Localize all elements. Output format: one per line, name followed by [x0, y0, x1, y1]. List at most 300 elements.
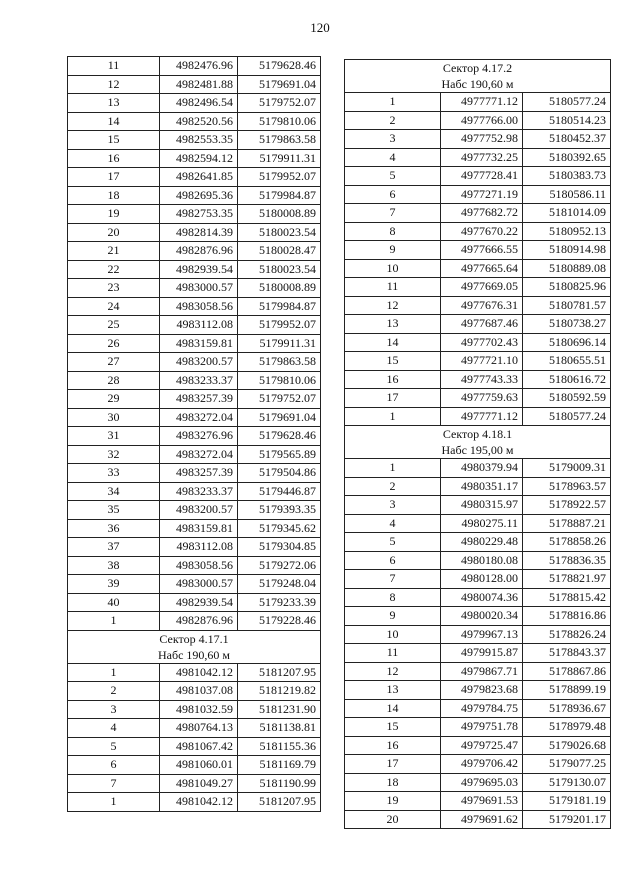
coordinate-x: 4977771.12 — [441, 407, 523, 426]
point-number: 19 — [68, 205, 160, 224]
table-row — [68, 593, 321, 612]
coordinate-x: 4977728.41 — [441, 167, 523, 186]
table-row — [345, 625, 611, 644]
coordinate-x: 4983000.57 — [160, 575, 238, 594]
table-row — [68, 682, 321, 701]
coordinate-x: 4980275.11 — [441, 514, 523, 533]
table-row — [345, 352, 611, 371]
point-number: 24 — [68, 297, 160, 316]
coordinate-y: 5179228.46 — [238, 612, 321, 631]
table-row — [345, 755, 611, 774]
coordinate-x: 4983200.57 — [160, 353, 238, 372]
coordinate-y: 5179952.07 — [238, 168, 321, 187]
point-number: 9 — [345, 241, 441, 260]
sector-elevation: Набс 190,60 м — [345, 76, 611, 93]
coordinate-y: 5180008.89 — [238, 279, 321, 298]
coordinate-y: 5179181.19 — [523, 792, 611, 811]
point-number: 7 — [68, 774, 160, 793]
coordinate-x: 4977721.10 — [441, 352, 523, 371]
table-row — [345, 111, 611, 130]
point-number: 12 — [345, 296, 441, 315]
table-row — [68, 575, 321, 594]
coordinate-x: 4981067.42 — [160, 737, 238, 756]
table-row — [68, 464, 321, 483]
coordinate-x: 4982876.96 — [160, 612, 238, 631]
point-number: 13 — [345, 315, 441, 334]
coordinate-y: 5181169.79 — [238, 756, 321, 775]
point-number: 13 — [68, 94, 160, 113]
coordinate-y: 5179304.85 — [238, 538, 321, 557]
point-number: 18 — [345, 773, 441, 792]
coordinate-y: 5179752.07 — [238, 390, 321, 409]
table-row — [345, 185, 611, 204]
point-number: 2 — [68, 682, 160, 701]
coordinate-y: 5179628.46 — [238, 427, 321, 446]
table-row — [68, 131, 321, 150]
coordinate-y: 5180514.23 — [523, 111, 611, 130]
point-number: 15 — [68, 131, 160, 150]
table-row — [345, 477, 611, 496]
coordinate-x: 4977665.64 — [441, 259, 523, 278]
coordinate-y: 5178867.86 — [523, 662, 611, 681]
point-number: 1 — [68, 793, 160, 812]
table-row — [68, 371, 321, 390]
point-number: 14 — [345, 699, 441, 718]
point-number: 39 — [68, 575, 160, 594]
coordinate-y: 5178899.19 — [523, 681, 611, 700]
coordinate-x: 4982553.35 — [160, 131, 238, 150]
coordinate-x: 4980074.36 — [441, 588, 523, 607]
coordinate-y: 5178858.26 — [523, 533, 611, 552]
coordinate-x: 4983257.39 — [160, 390, 238, 409]
coordinate-y: 5181207.95 — [238, 663, 321, 682]
table-row — [345, 222, 611, 241]
table-row — [345, 459, 611, 478]
coordinate-y: 5179691.04 — [238, 75, 321, 94]
coordinate-x: 4979725.47 — [441, 736, 523, 755]
coordinate-x: 4981049.27 — [160, 774, 238, 793]
point-number: 36 — [68, 519, 160, 538]
sector-elevation: Набс 190,60 м — [68, 647, 321, 664]
point-number: 16 — [345, 370, 441, 389]
point-number: 8 — [345, 588, 441, 607]
table-row — [345, 588, 611, 607]
point-number: 9 — [345, 607, 441, 626]
coordinate-x: 4982520.56 — [160, 112, 238, 131]
table-row — [68, 408, 321, 427]
coordinate-y: 5180781.57 — [523, 296, 611, 315]
coordinate-y: 5178836.35 — [523, 551, 611, 570]
coordinate-y: 5181155.36 — [238, 737, 321, 756]
coordinate-x: 4981037.08 — [160, 682, 238, 701]
point-number: 33 — [68, 464, 160, 483]
coordinate-x: 4982641.85 — [160, 168, 238, 187]
sector-header-row — [68, 647, 321, 664]
table-row — [68, 663, 321, 682]
coordinate-y: 5179026.68 — [523, 736, 611, 755]
coordinate-x: 4979784.75 — [441, 699, 523, 718]
coordinate-y: 5178936.67 — [523, 699, 611, 718]
coordinate-y: 5179446.87 — [238, 482, 321, 501]
table-row — [345, 699, 611, 718]
coordinate-x: 4983272.04 — [160, 408, 238, 427]
point-number: 1 — [68, 612, 160, 631]
table-row — [68, 482, 321, 501]
point-number: 1 — [345, 407, 441, 426]
table-row — [345, 315, 611, 334]
point-number: 8 — [345, 222, 441, 241]
coordinate-y: 5179565.89 — [238, 445, 321, 464]
point-number: 13 — [345, 681, 441, 700]
table-row — [68, 260, 321, 279]
point-number: 16 — [345, 736, 441, 755]
point-number: 17 — [345, 755, 441, 774]
coordinate-y: 5178816.86 — [523, 607, 611, 626]
point-number: 1 — [345, 93, 441, 112]
table-row — [68, 149, 321, 168]
coordinate-y: 5178979.48 — [523, 718, 611, 737]
point-number: 5 — [345, 167, 441, 186]
table-row — [68, 186, 321, 205]
coordinates-table-right — [344, 59, 611, 829]
table-row — [345, 407, 611, 426]
coordinate-y: 5180738.27 — [523, 315, 611, 334]
coordinate-y: 5179863.58 — [238, 353, 321, 372]
coordinate-x: 4983233.37 — [160, 371, 238, 390]
point-number: 29 — [68, 390, 160, 409]
coordinate-x: 4977766.00 — [441, 111, 523, 130]
point-number: 18 — [68, 186, 160, 205]
coordinate-y: 5179810.06 — [238, 371, 321, 390]
coordinate-x: 4977676.31 — [441, 296, 523, 315]
point-number: 32 — [68, 445, 160, 464]
point-number: 28 — [68, 371, 160, 390]
table-row — [68, 700, 321, 719]
point-number: 23 — [68, 279, 160, 298]
point-number: 11 — [345, 278, 441, 297]
coordinate-x: 4979691.62 — [441, 810, 523, 829]
coordinate-x: 4977732.25 — [441, 148, 523, 167]
coordinate-y: 5181219.82 — [238, 682, 321, 701]
table-row — [68, 205, 321, 224]
coordinate-y: 5179201.17 — [523, 810, 611, 829]
table-row — [345, 551, 611, 570]
coordinate-y: 5179863.58 — [238, 131, 321, 150]
table-row — [68, 427, 321, 446]
coordinate-x: 4982939.54 — [160, 593, 238, 612]
point-number: 34 — [68, 482, 160, 501]
coordinate-y: 5179984.87 — [238, 297, 321, 316]
table-row — [345, 810, 611, 829]
coordinate-x: 4977752.98 — [441, 130, 523, 149]
table-row — [68, 94, 321, 113]
table-row — [345, 644, 611, 663]
point-number: 12 — [68, 75, 160, 94]
coordinate-x: 4983058.56 — [160, 297, 238, 316]
table-row — [68, 737, 321, 756]
coordinate-x: 4977771.12 — [441, 93, 523, 112]
coordinate-x: 4977669.05 — [441, 278, 523, 297]
table-row — [68, 445, 321, 464]
table-row — [68, 538, 321, 557]
coordinate-x: 4980379.94 — [441, 459, 523, 478]
coordinate-y: 5180592.59 — [523, 389, 611, 408]
coordinate-y: 5179345.62 — [238, 519, 321, 538]
table-row — [68, 279, 321, 298]
coordinate-y: 5179752.07 — [238, 94, 321, 113]
table-row — [345, 662, 611, 681]
coordinate-y: 5180825.96 — [523, 278, 611, 297]
point-number: 21 — [68, 242, 160, 261]
table-row — [345, 570, 611, 589]
coordinate-x: 4980128.00 — [441, 570, 523, 589]
point-number: 16 — [68, 149, 160, 168]
coordinate-x: 4983233.37 — [160, 482, 238, 501]
point-number: 1 — [68, 663, 160, 682]
coordinate-x: 4982695.36 — [160, 186, 238, 205]
coordinate-x: 4977682.72 — [441, 204, 523, 223]
coordinate-x: 4981060.01 — [160, 756, 238, 775]
coordinate-y: 5179810.06 — [238, 112, 321, 131]
point-number: 15 — [345, 718, 441, 737]
table-row — [68, 353, 321, 372]
table-row — [345, 607, 611, 626]
coordinate-y: 5180586.11 — [523, 185, 611, 204]
coordinate-y: 5179952.07 — [238, 316, 321, 335]
coordinate-y: 5180392.65 — [523, 148, 611, 167]
coordinate-x: 4983159.81 — [160, 334, 238, 353]
coordinate-x: 4982876.96 — [160, 242, 238, 261]
coordinate-x: 4981042.12 — [160, 793, 238, 812]
coordinate-x: 4977759.63 — [441, 389, 523, 408]
table-row — [68, 556, 321, 575]
coordinate-x: 4979695.03 — [441, 773, 523, 792]
coordinate-y: 5180023.54 — [238, 223, 321, 242]
coordinate-y: 5178826.24 — [523, 625, 611, 644]
coordinate-y: 5178821.97 — [523, 570, 611, 589]
table-row — [68, 57, 321, 76]
coordinate-y: 5179272.06 — [238, 556, 321, 575]
sector-header-row — [68, 630, 321, 647]
point-number: 4 — [345, 514, 441, 533]
coordinate-x: 4977271.19 — [441, 185, 523, 204]
point-number: 37 — [68, 538, 160, 557]
coordinate-y: 5181231.90 — [238, 700, 321, 719]
table-row — [345, 259, 611, 278]
coordinate-x: 4983200.57 — [160, 501, 238, 520]
point-number: 2 — [345, 111, 441, 130]
coordinate-x: 4977670.22 — [441, 222, 523, 241]
sector-header-row — [345, 60, 611, 77]
coordinate-y: 5180028.47 — [238, 242, 321, 261]
table-row — [68, 756, 321, 775]
table-row — [68, 316, 321, 335]
table-row — [68, 612, 321, 631]
coordinate-y: 5179911.31 — [238, 149, 321, 168]
coordinate-x: 4982594.12 — [160, 149, 238, 168]
sector-header-row — [345, 442, 611, 459]
table-row — [68, 719, 321, 738]
sector-title: Сектор 4.17.2 — [345, 60, 611, 77]
coordinate-x: 4980351.17 — [441, 477, 523, 496]
coordinate-y: 5179691.04 — [238, 408, 321, 427]
coordinates-table-left — [67, 56, 321, 812]
table-row — [345, 167, 611, 186]
table-row — [68, 297, 321, 316]
table-row — [345, 681, 611, 700]
table-row — [68, 390, 321, 409]
coordinate-x: 4979867.71 — [441, 662, 523, 681]
coordinate-y: 5180008.89 — [238, 205, 321, 224]
coordinate-y: 5179628.46 — [238, 57, 321, 76]
coordinate-x: 4983276.96 — [160, 427, 238, 446]
coordinate-x: 4977666.55 — [441, 241, 523, 260]
coordinate-y: 5179233.39 — [238, 593, 321, 612]
coordinate-y: 5181138.81 — [238, 719, 321, 738]
coordinate-y: 5178887.21 — [523, 514, 611, 533]
point-number: 4 — [68, 719, 160, 738]
coordinate-x: 4979751.78 — [441, 718, 523, 737]
point-number: 15 — [345, 352, 441, 371]
coordinate-y: 5179248.04 — [238, 575, 321, 594]
coordinate-x: 4979691.53 — [441, 792, 523, 811]
coordinate-x: 4983159.81 — [160, 519, 238, 538]
coordinate-x: 4980315.97 — [441, 496, 523, 515]
point-number: 17 — [345, 389, 441, 408]
coordinate-x: 4980020.34 — [441, 607, 523, 626]
table-row — [345, 792, 611, 811]
point-number: 7 — [345, 204, 441, 223]
coordinate-y: 5179984.87 — [238, 186, 321, 205]
coordinate-x: 4982814.39 — [160, 223, 238, 242]
coordinate-x: 4977702.43 — [441, 333, 523, 352]
table-row — [345, 389, 611, 408]
coordinate-y: 5180952.13 — [523, 222, 611, 241]
coordinate-y: 5178922.57 — [523, 496, 611, 515]
coordinate-x: 4980180.08 — [441, 551, 523, 570]
coordinate-x: 4982939.54 — [160, 260, 238, 279]
coordinate-y: 5180616.72 — [523, 370, 611, 389]
table-row — [68, 501, 321, 520]
coordinate-y: 5180452.37 — [523, 130, 611, 149]
sector-title: Сектор 4.17.1 — [68, 630, 321, 647]
coordinate-x: 4977687.46 — [441, 315, 523, 334]
table-row — [68, 774, 321, 793]
point-number: 27 — [68, 353, 160, 372]
coordinate-x: 4983112.08 — [160, 316, 238, 335]
table-row — [345, 514, 611, 533]
table-row — [345, 496, 611, 515]
coordinate-y: 5180655.51 — [523, 352, 611, 371]
coordinate-y: 5180383.73 — [523, 167, 611, 186]
coordinate-y: 5179009.31 — [523, 459, 611, 478]
coordinate-x: 4982481.88 — [160, 75, 238, 94]
point-number: 6 — [68, 756, 160, 775]
coordinate-y: 5179911.31 — [238, 334, 321, 353]
sector-elevation: Набс 195,00 м — [345, 442, 611, 459]
coordinate-x: 4981032.59 — [160, 700, 238, 719]
coordinate-y: 5179393.35 — [238, 501, 321, 520]
point-number: 19 — [345, 792, 441, 811]
sector-header-row — [345, 76, 611, 93]
point-number: 11 — [68, 57, 160, 76]
point-number: 1 — [345, 459, 441, 478]
table-row — [345, 370, 611, 389]
table-row — [68, 75, 321, 94]
point-number: 12 — [345, 662, 441, 681]
point-number: 14 — [345, 333, 441, 352]
point-number: 26 — [68, 334, 160, 353]
table-row — [345, 278, 611, 297]
point-number: 30 — [68, 408, 160, 427]
coordinate-y: 5180577.24 — [523, 93, 611, 112]
table-row — [68, 168, 321, 187]
table-row — [345, 241, 611, 260]
coordinate-y: 5179130.07 — [523, 773, 611, 792]
point-number: 4 — [345, 148, 441, 167]
point-number: 3 — [345, 496, 441, 515]
table-row — [345, 333, 611, 352]
coordinate-x: 4979706.42 — [441, 755, 523, 774]
table-row — [345, 736, 611, 755]
point-number: 3 — [345, 130, 441, 149]
table-row — [345, 148, 611, 167]
table-row — [345, 93, 611, 112]
point-number: 3 — [68, 700, 160, 719]
coordinate-y: 5180577.24 — [523, 407, 611, 426]
point-number: 10 — [345, 625, 441, 644]
coordinate-x: 4979823.68 — [441, 681, 523, 700]
point-number: 14 — [68, 112, 160, 131]
table-row — [68, 793, 321, 812]
coordinate-x: 4983112.08 — [160, 538, 238, 557]
coordinate-x: 4979967.13 — [441, 625, 523, 644]
point-number: 5 — [68, 737, 160, 756]
point-number: 6 — [345, 551, 441, 570]
coordinate-x: 4977743.33 — [441, 370, 523, 389]
coordinate-y: 5180889.08 — [523, 259, 611, 278]
coordinate-x: 4982753.35 — [160, 205, 238, 224]
table-row — [68, 519, 321, 538]
table-row — [68, 223, 321, 242]
point-number: 31 — [68, 427, 160, 446]
point-number: 10 — [345, 259, 441, 278]
coordinate-y: 5181207.95 — [238, 793, 321, 812]
table-row — [345, 773, 611, 792]
coordinate-y: 5179504.86 — [238, 464, 321, 483]
table-row — [345, 130, 611, 149]
point-number: 5 — [345, 533, 441, 552]
point-number: 40 — [68, 593, 160, 612]
sector-header-row — [345, 426, 611, 443]
point-number: 6 — [345, 185, 441, 204]
point-number: 17 — [68, 168, 160, 187]
coordinate-y: 5181190.99 — [238, 774, 321, 793]
table-row — [68, 334, 321, 353]
point-number: 38 — [68, 556, 160, 575]
coordinate-y: 5180914.98 — [523, 241, 611, 260]
page-number: 120 — [310, 20, 330, 35]
table-row — [345, 718, 611, 737]
coordinate-y: 5180023.54 — [238, 260, 321, 279]
coordinate-x: 4983058.56 — [160, 556, 238, 575]
sector-title: Сектор 4.18.1 — [345, 426, 611, 443]
table-row — [345, 296, 611, 315]
point-number: 20 — [345, 810, 441, 829]
table-row — [345, 204, 611, 223]
coordinate-x: 4980229.48 — [441, 533, 523, 552]
point-number: 20 — [68, 223, 160, 242]
